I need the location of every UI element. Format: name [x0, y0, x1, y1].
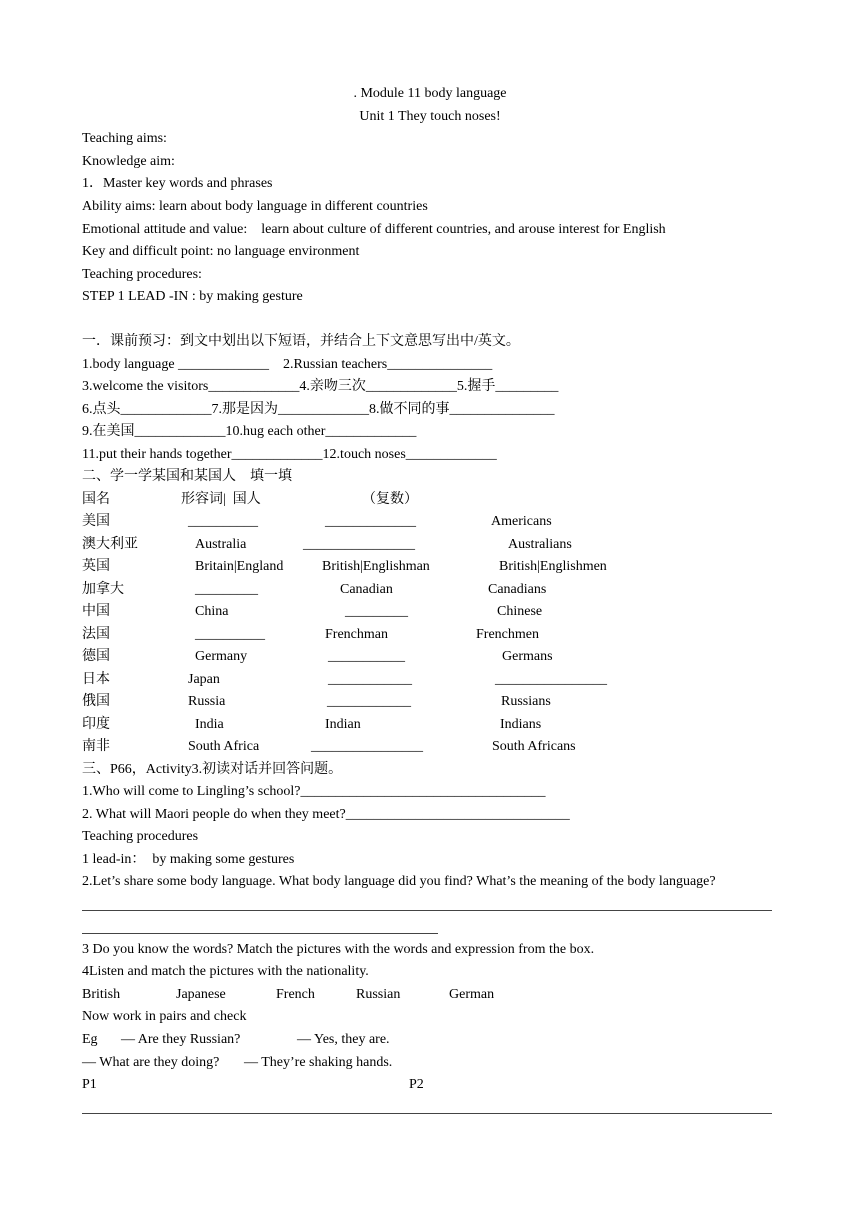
example-label: Eg — [82, 1032, 98, 1047]
table-cell: British|Englishman — [322, 559, 430, 574]
instruction-line: 3 Do you know the words? Match the pictures with the words and expression from the box. — [82, 942, 595, 957]
nationality-word: British — [82, 987, 121, 1002]
table-cell: Russia — [188, 694, 226, 709]
nationality-word: French — [276, 987, 315, 1002]
table-cell: _____________ — [325, 514, 416, 529]
section2-heading: 二、学一学某国和某国人 填一填 — [82, 469, 292, 484]
lead-in-line: 1 lead-in： by making some gestures — [82, 852, 295, 867]
table-cell: Indians — [500, 717, 542, 732]
pairs-line: Now work in pairs and check — [82, 1009, 247, 1024]
example-answer: — They’re shaking hands. — [244, 1055, 393, 1070]
intro-line: Knowledge aim: — [82, 154, 175, 169]
table-cell: _________ — [195, 582, 258, 597]
table-cell: 德国 — [82, 649, 110, 664]
table-header-cell: 形容词| 国人 — [181, 492, 261, 507]
table-cell: Germany — [195, 649, 248, 664]
table-cell: ________________ — [303, 537, 415, 552]
table-cell: Britain|England — [195, 559, 284, 574]
table-cell: 美国 — [82, 514, 110, 529]
table-header-cell: 国名 — [82, 492, 110, 507]
table-cell: China — [195, 604, 229, 619]
intro-line: Teaching procedures: — [82, 267, 202, 282]
table-cell: ____________ — [327, 694, 411, 709]
table-cell: ________________ — [495, 672, 607, 687]
answer-line — [82, 933, 438, 934]
nationality-word: Russian — [356, 987, 401, 1002]
table-cell: ________________ — [311, 739, 423, 754]
table-cell: South Africa — [188, 739, 260, 754]
intro-line: Emotional attitude and value: learn about culture of different countries, and arouse interest for English — [82, 222, 666, 237]
table-cell: Japan — [188, 672, 220, 687]
document-title: . Module 11 body language — [353, 86, 507, 101]
question-line: 2. What will Maori people do when they meet?________________________________ — [82, 807, 570, 822]
example-answer: — Yes, they are. — [297, 1032, 390, 1047]
exercise-line: 11.put their hands together_____________12.touch noses_____________ — [82, 447, 497, 462]
table-cell: 俄国 — [82, 694, 110, 709]
procedures-heading: Teaching procedures — [82, 829, 199, 844]
share-line: 2.Let’s share some body language. What body language did you find? What’s the meaning of the body language? — [82, 874, 716, 889]
intro-line: STEP 1 LEAD -IN : by making gesture — [82, 289, 303, 304]
table-cell: 印度 — [82, 717, 110, 732]
table-cell: Australia — [195, 537, 247, 552]
table-cell: Germans — [502, 649, 553, 664]
exercise-line: 9.在美国_____________10.hug each other_____________ — [82, 424, 417, 439]
table-cell: 日本 — [82, 672, 110, 687]
example-question: — What are they doing? — [82, 1055, 220, 1070]
exercise-line: 6.点头_____________7.那是因为_____________8.做不同的事_______________ — [82, 402, 555, 417]
table-cell: Americans — [491, 514, 552, 529]
table-cell: British|Englishmen — [499, 559, 607, 574]
table-cell: 澳大利亚 — [82, 537, 138, 552]
divider-line — [82, 1113, 772, 1114]
document-subtitle: Unit 1 They touch noses! — [359, 109, 501, 124]
nationality-word: German — [449, 987, 495, 1002]
table-cell: Indian — [325, 717, 361, 732]
table-cell: __________ — [188, 514, 258, 529]
table-cell: Frenchmen — [476, 627, 539, 642]
picture-label: P1 — [82, 1077, 97, 1092]
table-cell: Russians — [501, 694, 551, 709]
table-cell: 加拿大 — [82, 582, 124, 597]
table-cell: India — [195, 717, 224, 732]
table-cell: South Africans — [492, 739, 576, 754]
exercise-line: 1.body language _____________ 2.Russian teachers_______________ — [82, 357, 493, 372]
table-cell: 英国 — [82, 559, 110, 574]
table-cell: 中国 — [82, 604, 110, 619]
table-cell: 法国 — [82, 627, 110, 642]
answer-line — [82, 910, 772, 911]
table-cell: _________ — [345, 604, 408, 619]
exercise-line: 3.welcome the visitors_____________4.亲吻三次_____________5.握手_________ — [82, 379, 559, 394]
table-cell: Frenchman — [325, 627, 388, 642]
intro-line: Key and difficult point: no language environment — [82, 244, 360, 259]
section3-heading: 三、P66，Activity3.初读对话并回答问题。 — [82, 762, 343, 777]
intro-line: Ability aims: learn about body language in different countries — [82, 199, 428, 214]
table-cell: 南非 — [82, 739, 110, 754]
instruction-line: 4Listen and match the pictures with the nationality. — [82, 964, 369, 979]
intro-line: 1．Master key words and phrases — [82, 176, 273, 191]
table-cell: Canadians — [488, 582, 547, 597]
picture-label: P2 — [409, 1077, 424, 1092]
table-cell: __________ — [195, 627, 265, 642]
example-question: — Are they Russian? — [121, 1032, 241, 1047]
intro-line: Teaching aims: — [82, 131, 167, 146]
table-cell: Chinese — [497, 604, 543, 619]
question-line: 1.Who will come to Lingling’s school?___________________________________ — [82, 784, 546, 799]
table-cell: Canadian — [340, 582, 393, 597]
table-cell: Australians — [508, 537, 572, 552]
table-cell: ____________ — [328, 672, 412, 687]
section1-heading: 一．课前预习：到文中划出以下短语，并结合上下文意思写出中/英文。 — [82, 334, 520, 349]
nationality-word: Japanese — [176, 987, 226, 1002]
table-cell: ___________ — [328, 649, 405, 664]
table-header-cell: （复数） — [362, 492, 418, 507]
